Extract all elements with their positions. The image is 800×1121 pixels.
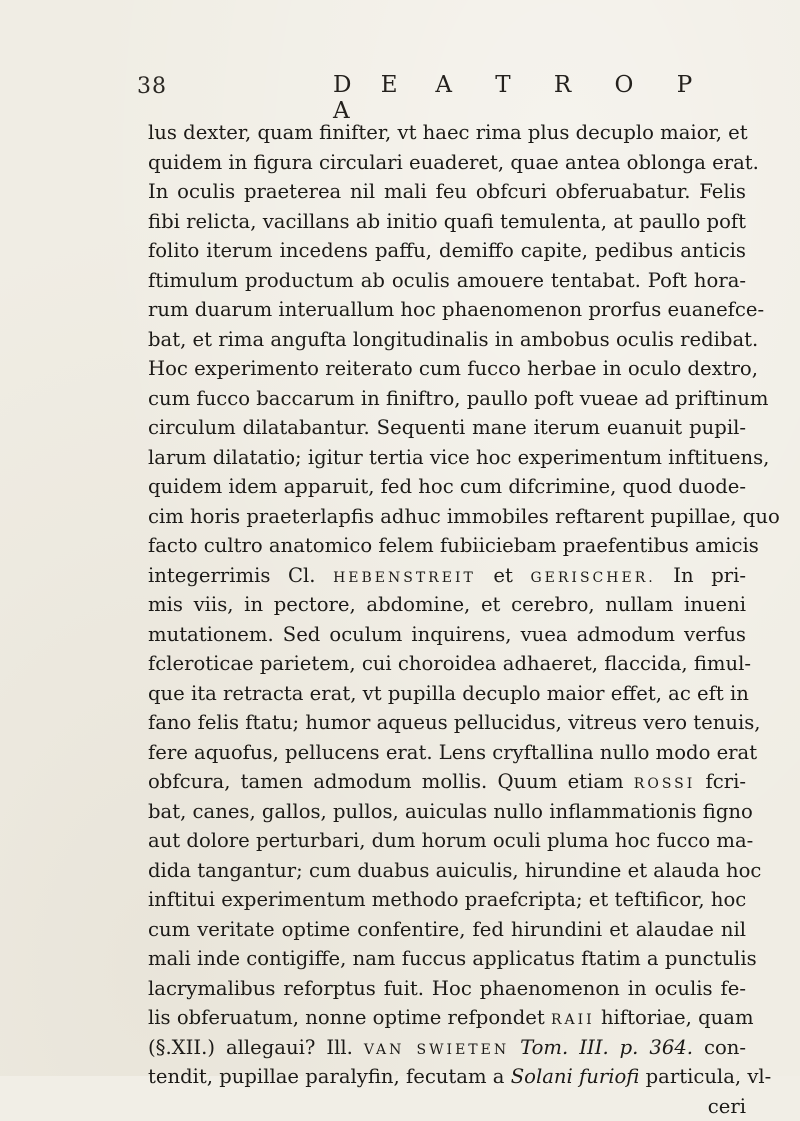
text-line: mutationem. Sed oculum inquirens, vuea admodum verfus	[148, 620, 746, 650]
text-segment: (§.XII.) allegaui? Ill.	[148, 1036, 353, 1059]
text-line: fcleroticae parietem, cui choroidea adhaeret, flaccida, fimul-	[148, 649, 746, 679]
text-segment: integerrimis Cl.	[148, 564, 315, 587]
text-line: aut dolore perturbari, dum horum oculi pluma hoc fucco ma-	[148, 826, 746, 856]
text-segment: et	[493, 564, 512, 587]
text-line: lacrymalibus reforptus fuit. Hoc phaenomenon in oculis fe-	[148, 974, 746, 1004]
text-segment: fcri-	[706, 770, 746, 793]
text-segment: lis obferuatum, nonne optime refpondet	[148, 1006, 545, 1029]
text-line: fano felis ftatu; humor aqueus pellucidus, vitreus vero tenuis,	[148, 708, 746, 738]
text-line: cum fucco baccarum in finiftro, paullo poft vueae ad priftinum	[148, 384, 746, 414]
text-segment: particula, vl-	[646, 1065, 772, 1088]
body-text	[148, 118, 746, 1121]
text-line: folito iterum incedens paffu, demiffo capite, pedibus anticis	[148, 236, 746, 266]
text-segment: tendit, pupillae paralyfin, fecutam a	[148, 1065, 504, 1088]
text-line: cum veritate optime confentire, fed hirundini et alaudae nil	[148, 915, 746, 945]
text-line: dida tangantur; cum duabus auiculis, hirundine et alauda hoc	[148, 856, 746, 886]
person-name: VAN SWIETEN	[364, 1042, 509, 1058]
running-head-title: A T R O P A	[333, 72, 705, 124]
text-line	[148, 1033, 746, 1063]
text-line: ftimulum productum ab oculis amouere tentabat. Poft hora-	[148, 266, 746, 296]
text-line: circulum dilatabantur. Sequenti mane iterum euanuit pupil-	[148, 413, 746, 443]
text-line: cim horis praeterlapfis adhuc immobiles reftarent pupillae, quo	[148, 502, 746, 532]
text-line: Hoc experimento reiterato cum fucco herbae in oculo dextro,	[148, 354, 746, 384]
text-line	[148, 1003, 746, 1033]
text-segment: con-	[704, 1036, 746, 1059]
page-header	[137, 74, 737, 104]
running-head-de: D E	[333, 72, 404, 98]
text-line: fibi relicta, vacillans ab initio quafi temulenta, at paullo poft	[148, 207, 746, 237]
text-line: bat, et rima angufta longitudinalis in ambobus oculis redibat.	[148, 325, 746, 355]
text-line: bat, canes, gallos, pullos, auiculas nullo inflammationis figno	[148, 797, 746, 827]
plant-name: Solani furiofi	[511, 1065, 640, 1088]
text-line	[148, 561, 746, 591]
text-line	[148, 1062, 746, 1092]
text-line	[148, 767, 746, 797]
text-line: que ita retracta erat, vt pupilla decuplo maior effet, ac eft in	[148, 679, 746, 709]
text-segment: obfcura, tamen admodum mollis. Quum etiam	[148, 770, 624, 793]
page-number: 38	[137, 74, 167, 99]
catchword: ceri	[148, 1092, 746, 1121]
running-head	[333, 72, 737, 124]
person-name: HEBENSTREIT	[333, 570, 476, 586]
text-line: rum duarum interuallum hoc phaenomenon prorfus euanefce-	[148, 295, 746, 325]
text-line: In oculis praeterea nil mali feu obfcuri obferuabatur. Felis	[148, 177, 746, 207]
text-line: facto cultro anatomico felem fubiiciebam praefentibus amicis	[148, 531, 746, 561]
person-name: ROSSI	[634, 776, 695, 792]
text-line: mis viis, in pectore, abdomine, et cerebro, nullam inueni	[148, 590, 746, 620]
text-line: larum dilatatio; igitur tertia vice hoc experimentum inftituens,	[148, 443, 746, 473]
text-line: quidem in figura circulari euaderet, quae antea oblonga erat.	[148, 148, 746, 178]
text-line: fere aquofus, pellucens erat. Lens cryftallina nullo modo erat	[148, 738, 746, 768]
text-line: quidem idem apparuit, fed hoc cum difcrimine, quod duode-	[148, 472, 746, 502]
text-line: lus dexter, quam finifter, vt haec rima plus decuplo maior, et	[148, 118, 746, 148]
text-line: mali inde contigiffe, nam fuccus applicatus ftatim a punctulis	[148, 944, 746, 974]
citation-reference: Tom. III. p. 364.	[520, 1036, 693, 1059]
person-name: RAII	[551, 1012, 595, 1028]
text-segment: hiftoriae, quam	[601, 1006, 754, 1029]
person-name: GERISCHER.	[530, 570, 655, 586]
text-segment: In pri-	[673, 564, 746, 587]
text-line: inftitui experimentum methodo praefcripta; et teftificor, hoc	[148, 885, 746, 915]
